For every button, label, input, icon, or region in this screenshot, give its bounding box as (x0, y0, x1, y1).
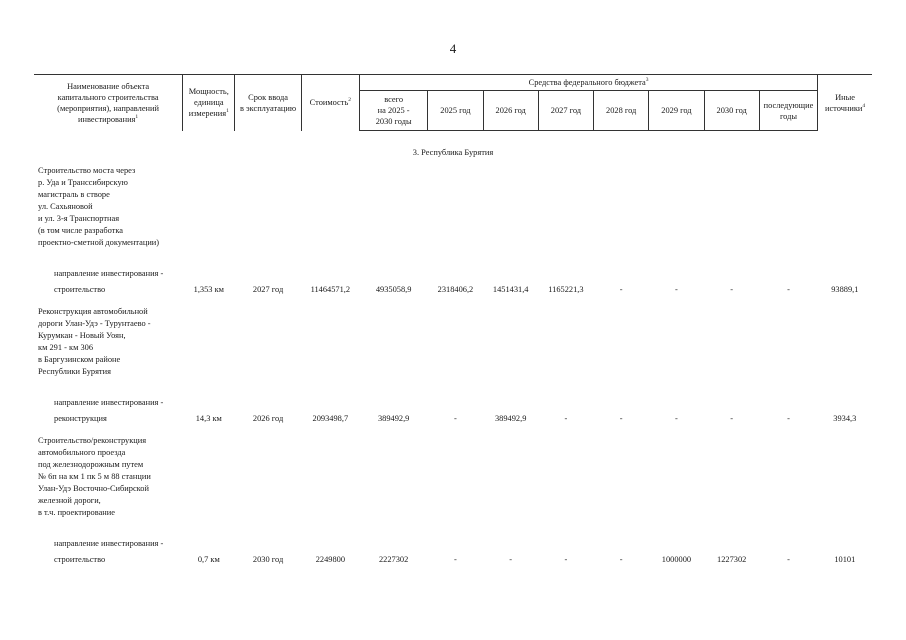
year-2026-value: - (509, 554, 513, 564)
capacity-value: 1,353 км (193, 284, 224, 294)
direction-label: направление инвестирования - (54, 398, 164, 407)
header-commission: Срок ввода в эксплуатацию (235, 75, 301, 131)
total-value: 389492,9 (377, 413, 410, 423)
year-2028-value: - (619, 284, 623, 294)
total-value: 2227302 (378, 554, 409, 564)
header-year-2029: 2029 год (649, 91, 704, 131)
year-2025-value: - (454, 554, 457, 564)
year-2029-value: - (675, 284, 678, 294)
table-row (34, 278, 872, 300)
header-year-2026: 2026 год (483, 91, 538, 131)
year-2026-value: 389492,9 (494, 413, 527, 423)
year-2025-value: - (454, 413, 457, 423)
cost-value: 2093498,7 (312, 413, 349, 423)
year-2030-value: 1227302 (717, 554, 747, 564)
federal-budget-table (34, 74, 872, 570)
year-2029-value: 1000000 (661, 554, 692, 564)
table-row (34, 548, 872, 570)
year-2025-value: 2318406,2 (437, 284, 474, 294)
year-2030-value: - (730, 284, 734, 294)
header-capacity: Мощность, единица измерения$^1$ (183, 75, 235, 131)
header-year-2027: 2027 год (538, 91, 593, 131)
year-2027-value: 1165221,3 (548, 284, 584, 294)
object-name: Строительство моста через р. Уда и Транссибирскую магистраль в створе ул. Сахьяновой и ул. 3-я Транспортная (в том числе разработка проектно-сметной документации) (38, 166, 160, 247)
cost-value: 11464571,2 (310, 284, 351, 294)
cost-value: 2249800 (315, 554, 345, 564)
year-2029-value: - (675, 413, 678, 423)
section-title: 3. Республика Бурятия (412, 148, 494, 157)
direction-label: направление инвестирования - (54, 269, 164, 278)
other-sources-value: 10101 (834, 554, 856, 564)
page-number: 4 (449, 41, 457, 56)
commission-value: 2026 год (252, 413, 284, 423)
year-2028-value: - (619, 554, 623, 564)
commission-value: 2030 год (252, 554, 284, 564)
investment-kind: реконструкция (54, 413, 107, 423)
header-total: всего на 2025 - 2030 годы (359, 91, 427, 131)
object-name: Строительство/реконструкция автомобильного проезда под железнодорожным путем № 6п на км 1 пк 5 м 88 станции Улан-Удэ Восточно-Сибирской железной дороги, в т.ч. проектирование (38, 436, 151, 517)
year-2027-value: - (564, 554, 568, 564)
other-sources-value: 3934,3 (833, 413, 857, 423)
header-year-2028: 2028 год (594, 91, 649, 131)
later-years-value: - (787, 413, 790, 423)
later-years-value: - (787, 554, 790, 564)
header-cost: Стоимость$^2$ (301, 75, 359, 131)
capacity-value: 14,3 км (195, 413, 222, 423)
header-later-years: последующие годы (759, 91, 817, 131)
header-year-2025: 2025 год (428, 91, 483, 131)
later-years-value: - (787, 284, 790, 294)
investment-kind: строительство (54, 554, 106, 564)
table-row (34, 407, 872, 429)
year-2026-value: 1451431,4 (492, 284, 529, 294)
capacity-value: 0,7 км (197, 554, 220, 564)
other-sources-value: 93889,1 (831, 284, 859, 294)
year-2030-value: - (730, 413, 734, 423)
object-name: Реконструкция автомобильной дороги Улан-Удэ - Турунтаево - Курумкан - Новый Уоян, км 291 - км 306 в Баргузинском районе Республики Бурятия (38, 307, 151, 376)
year-2027-value: - (564, 413, 568, 423)
direction-label: направление инвестирования - (54, 539, 164, 548)
investment-kind: строительство (54, 284, 106, 294)
commission-value: 2027 год (252, 284, 284, 294)
year-2028-value: - (619, 413, 623, 423)
header-object-name: Наименование объекта капитального строительства (мероприятия), направлений инвестирования$^1$ (34, 75, 183, 131)
header-other-sources: Иные источники$^4$ (818, 75, 872, 131)
header-federal-budget: Средства федерального бюджета$^3$ (359, 75, 817, 91)
total-value: 4935058,9 (375, 284, 412, 294)
header-year-2030: 2030 год (704, 91, 759, 131)
